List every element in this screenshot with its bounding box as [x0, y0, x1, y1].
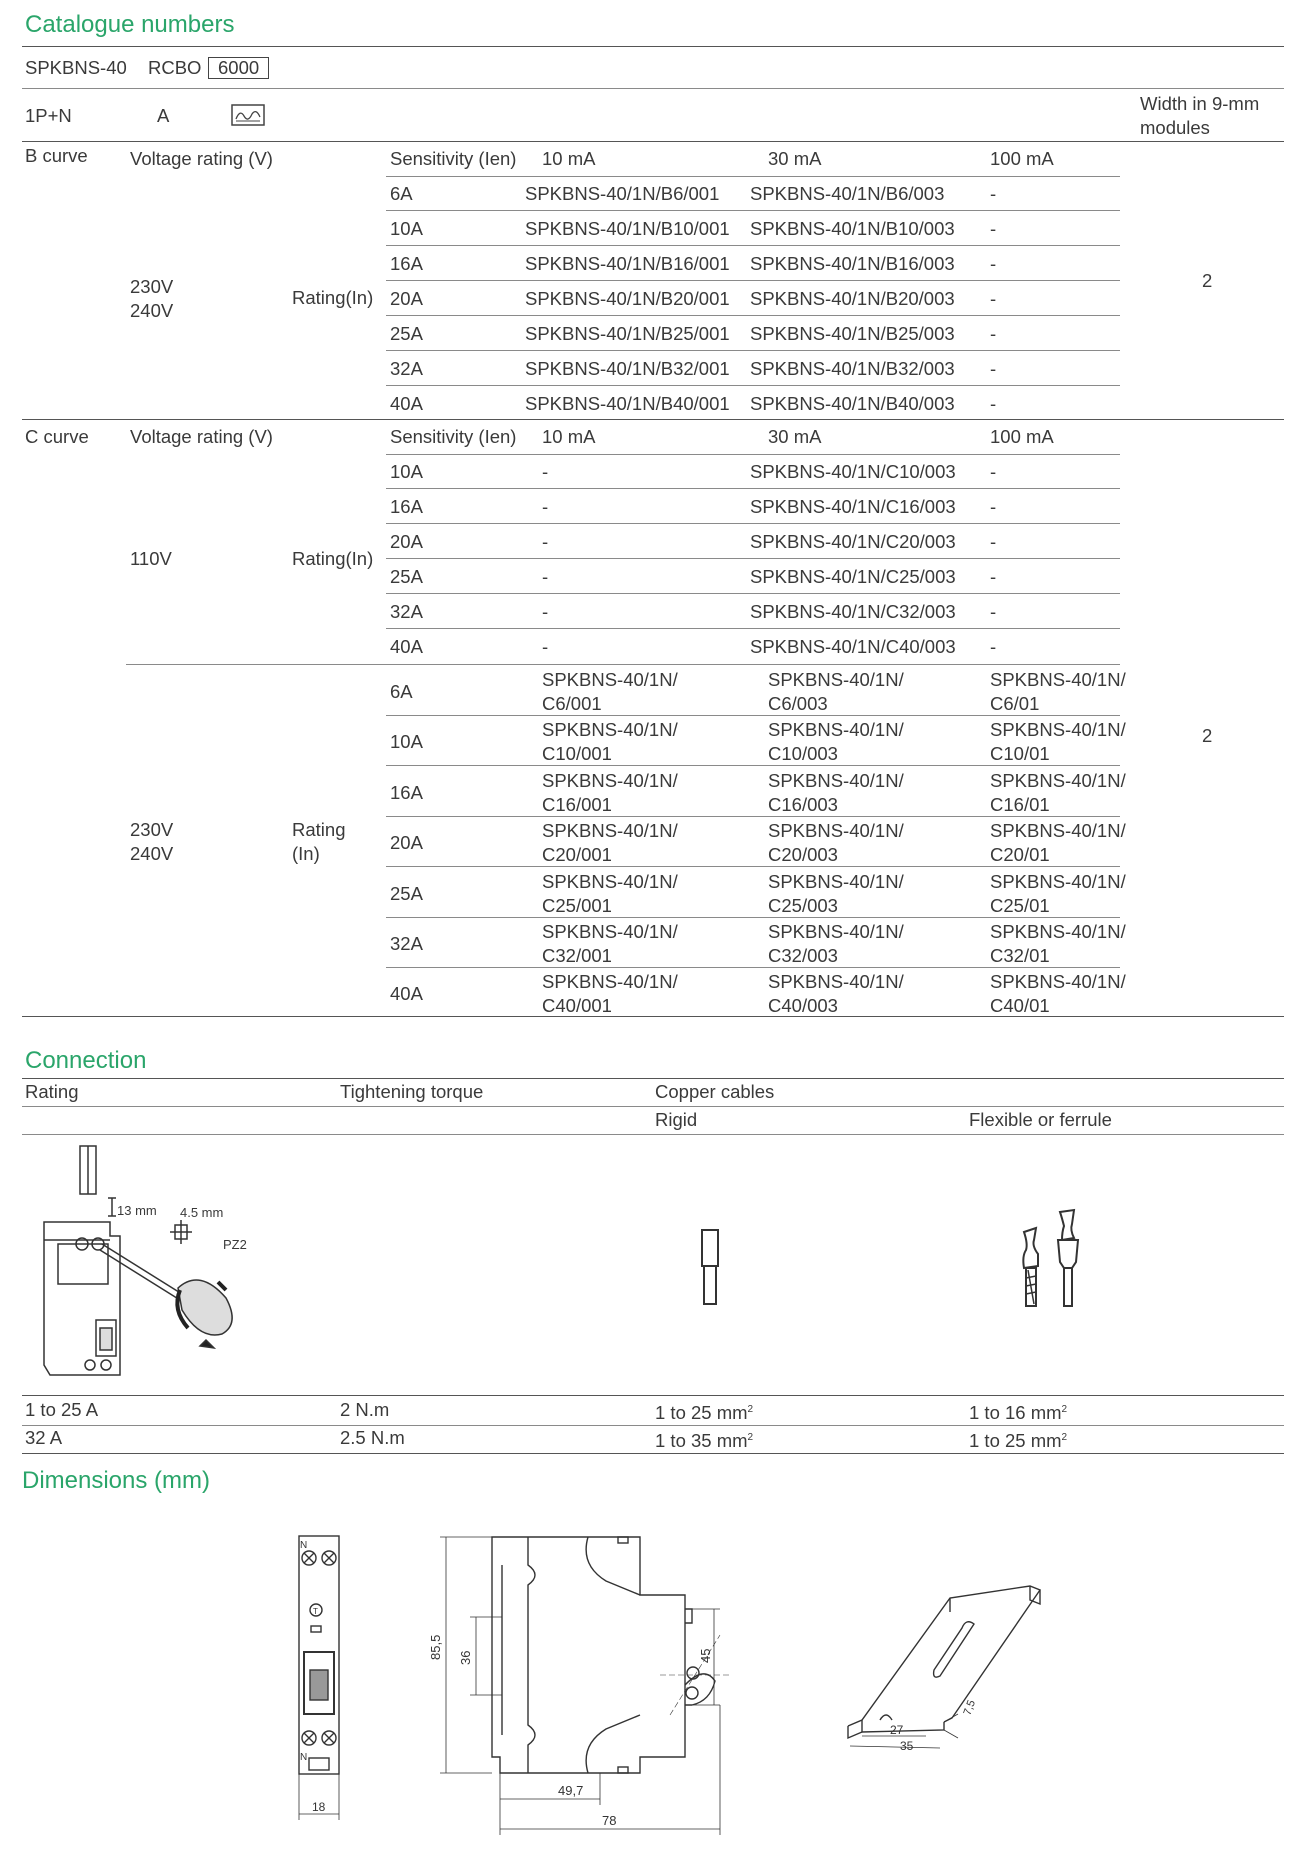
- code-line-2: C32/003: [768, 945, 838, 966]
- code-100ma-cell: -: [990, 531, 997, 552]
- code-line-2: C40/001: [542, 995, 612, 1017]
- rating-cell: 20A: [390, 288, 423, 309]
- poles: 1P+N: [25, 105, 72, 126]
- b-voltage-230: 230V: [130, 276, 174, 297]
- code-10ma-cell: -: [542, 461, 549, 482]
- code-line-2: C10/01: [990, 743, 1050, 765]
- code-line-1: SPKBNS-40/1N/: [990, 719, 1126, 741]
- conn-flexible-value: 1 to 16 mm: [969, 1402, 1062, 1424]
- code-line-2: C6/01: [990, 693, 1040, 714]
- code-30ma-cell: SPKBNS-40/1N/B20/003: [750, 288, 955, 309]
- unit-superscript: 2: [747, 1404, 754, 1415]
- rating-cell: 40A: [390, 983, 423, 1005]
- rating-cell: 20A: [390, 832, 423, 854]
- front-width-label: 18: [312, 1800, 326, 1814]
- b-rating-label: Rating(In): [292, 287, 374, 308]
- conn-header-rigid: Rigid: [655, 1109, 698, 1130]
- rigid-cable-icon: [695, 1226, 725, 1308]
- code-line-1: SPKBNS-40/1N/: [768, 921, 904, 942]
- conn-rigid-value: 1 to 35 mm: [655, 1430, 748, 1452]
- code-line-2: C16/003: [768, 793, 838, 815]
- c-rating-label-2a: Rating: [292, 819, 346, 840]
- b-sens-30: 30 mA: [768, 148, 822, 169]
- code-line-2: C32/001: [542, 945, 612, 966]
- code-line-1: SPKBNS-40/1N/: [768, 971, 904, 993]
- code-line-2: C6/001: [542, 693, 602, 714]
- front-view-drawing: [290, 1530, 360, 1830]
- divider: [22, 46, 1284, 47]
- code-line-2: C25/001: [542, 894, 612, 916]
- b-sens-100: 100 mA: [990, 148, 1054, 169]
- code-30ma-cell: SPKBNS-40/1N/B32/003: [750, 358, 955, 379]
- code-100ma-cell: -: [990, 183, 997, 204]
- code-100ma-cell: -: [990, 288, 997, 309]
- rating-cell: 32A: [390, 601, 423, 622]
- rating-cell: 40A: [390, 636, 423, 657]
- breaker-screwdriver-illustration: [30, 1140, 270, 1390]
- divider: [386, 523, 1120, 524]
- c-sensitivity-header: Sensitivity (Ien): [390, 426, 517, 447]
- code-line-2: C16/01: [990, 793, 1050, 815]
- divider: [22, 419, 1284, 420]
- conn-rigid-cell: [655, 1426, 753, 1453]
- code-10ma-cell: SPKBNS-40/1N/B20/001: [525, 288, 730, 309]
- depth-2-label: 78: [602, 1813, 617, 1828]
- divider: [22, 1106, 1284, 1107]
- rating-cell: 32A: [390, 933, 423, 954]
- divider: [386, 245, 1120, 246]
- code-30ma-cell: SPKBNS-40/1N/C10/003: [750, 461, 956, 482]
- rating-cell: 6A: [390, 681, 413, 702]
- code-10ma-cell: -: [542, 531, 549, 552]
- c-rating-label-2b: (In): [292, 843, 320, 864]
- code-line-1: SPKBNS-40/1N/: [542, 971, 678, 993]
- c-rating-label-1: Rating(In): [292, 548, 374, 569]
- code-line-1: SPKBNS-40/1N/: [768, 719, 904, 741]
- conn-flexible-cell: [969, 1426, 1067, 1453]
- code-line-2: C20/01: [990, 844, 1050, 866]
- conn-header-rating: Rating: [25, 1081, 79, 1102]
- rating-cell: 25A: [390, 566, 423, 587]
- code-line-1: SPKBNS-40/1N/: [542, 669, 678, 690]
- code-line-1: SPKBNS-40/1N/: [542, 719, 678, 741]
- code-30ma-cell: SPKBNS-40/1N/C40/003: [750, 636, 956, 657]
- terminal-n-top: N: [300, 1540, 308, 1551]
- code-30ma-cell: SPKBNS-40/1N/C20/003: [750, 531, 956, 552]
- divider: [386, 454, 1120, 455]
- rating-cell: 16A: [390, 496, 423, 517]
- rating-cell: 32A: [390, 358, 423, 379]
- divider: [386, 917, 1120, 918]
- code-line-2: C40/01: [990, 995, 1050, 1017]
- divider: [22, 1395, 1284, 1396]
- code-line-1: SPKBNS-40/1N/: [990, 971, 1126, 993]
- code-100ma-cell: -: [990, 358, 997, 379]
- rating-cell: 10A: [390, 731, 423, 753]
- code-100ma-cell: -: [990, 393, 997, 414]
- divider: [126, 664, 1120, 665]
- conn-torque-cell: 2.5 N.m: [340, 1427, 405, 1448]
- code-100ma-cell: -: [990, 253, 997, 274]
- divider: [386, 593, 1120, 594]
- code-line-1: SPKBNS-40/1N/: [990, 669, 1126, 690]
- code-line-1: SPKBNS-40/1N/: [542, 769, 678, 791]
- code-line-1: SPKBNS-40/1N/: [768, 820, 904, 842]
- code-100ma-cell: -: [990, 323, 997, 344]
- depth-1-label: 49,7: [558, 1783, 584, 1798]
- rating-cell: 10A: [390, 218, 423, 239]
- height-label: 85,5: [428, 1634, 443, 1660]
- b-voltage-240: 240V: [130, 300, 174, 321]
- test-symbol: T: [313, 1607, 318, 1616]
- conn-flexible-cell: [969, 1398, 1067, 1425]
- divider: [386, 385, 1120, 386]
- side-view-drawing: [430, 1525, 790, 1845]
- screw-size: 4.5 mm: [180, 1205, 224, 1220]
- divider: [386, 715, 1120, 716]
- c-width-value: 2: [1202, 725, 1213, 746]
- rail-inner-label: 27: [890, 1723, 904, 1737]
- code-30ma-cell: SPKBNS-40/1N/B16/003: [750, 253, 955, 274]
- code-30ma-cell: SPKBNS-40/1N/C16/003: [750, 496, 956, 517]
- divider: [386, 558, 1120, 559]
- rating-cell: 16A: [390, 781, 423, 803]
- c-curve-label: C curve: [25, 426, 89, 447]
- rating-cell: 25A: [390, 323, 423, 344]
- rail-depth-label: 7,5: [961, 1698, 979, 1718]
- code-line-1: SPKBNS-40/1N/: [768, 870, 904, 892]
- terminal-n-bottom: N: [300, 1752, 308, 1763]
- code-line-2: C32/01: [990, 945, 1050, 966]
- code-line-1: SPKBNS-40/1N/: [542, 870, 678, 892]
- code-line-1: SPKBNS-40/1N/: [990, 921, 1126, 942]
- divider: [386, 816, 1120, 817]
- connection-title: Connection: [25, 1047, 147, 1074]
- rcd-class: A: [157, 105, 170, 126]
- breaking-capacity-badge: 6000: [208, 57, 269, 79]
- code-100ma-cell: -: [990, 636, 997, 657]
- rating-cell: 16A: [390, 253, 423, 274]
- din-rail-drawing: [840, 1570, 1040, 1770]
- divider: [386, 210, 1120, 211]
- code-line-2: C25/01: [990, 894, 1050, 916]
- catalogue-title: Catalogue numbers: [25, 11, 235, 38]
- divider: [22, 1453, 1284, 1454]
- code-100ma-cell: -: [990, 601, 997, 622]
- code-10ma-cell: SPKBNS-40/1N/B40/001: [525, 393, 730, 414]
- conn-flexible-value: 1 to 25 mm: [969, 1430, 1062, 1452]
- code-10ma-cell: -: [542, 566, 549, 587]
- code-line-2: C10/003: [768, 743, 838, 765]
- code-line-2: C10/001: [542, 743, 612, 765]
- rating-cell: 25A: [390, 882, 423, 904]
- divider: [22, 1078, 1284, 1079]
- unit-superscript: 2: [1061, 1404, 1068, 1415]
- code-10ma-cell: SPKBNS-40/1N/B16/001: [525, 253, 730, 274]
- unit-superscript: 2: [1061, 1432, 1068, 1443]
- screwdriver-type: PZ2: [223, 1237, 247, 1252]
- c-sens-30: 30 mA: [768, 426, 822, 447]
- code-10ma-cell: -: [542, 636, 549, 657]
- c-voltage-header: Voltage rating (V): [130, 426, 273, 447]
- divider: [22, 1425, 1284, 1426]
- code-line-1: SPKBNS-40/1N/: [990, 870, 1126, 892]
- ac-waveform-icon: [231, 104, 265, 126]
- code-line-1: SPKBNS-40/1N/: [990, 769, 1126, 791]
- rail-height-label: 45: [698, 1648, 713, 1663]
- divider: [22, 1134, 1284, 1135]
- c-sens-100: 100 mA: [990, 426, 1054, 447]
- c-voltage-110: 110V: [130, 548, 172, 569]
- width-header-1: Width in 9-mm: [1140, 93, 1260, 114]
- unit-superscript: 2: [747, 1432, 754, 1443]
- divider: [22, 88, 1284, 89]
- b-curve-label: B curve: [25, 145, 88, 166]
- rating-cell: 40A: [390, 393, 423, 414]
- divider: [386, 280, 1120, 281]
- c-voltage-240: 240V: [130, 843, 174, 864]
- conn-header-flexible: Flexible or ferrule: [969, 1109, 1112, 1130]
- b-width-value: 2: [1202, 270, 1213, 291]
- divider: [386, 350, 1120, 351]
- code-line-1: SPKBNS-40/1N/: [542, 820, 678, 842]
- code-30ma-cell: SPKBNS-40/1N/B25/003: [750, 323, 955, 344]
- code-line-1: SPKBNS-40/1N/: [768, 669, 904, 690]
- conn-torque-cell: 2 N.m: [340, 1399, 390, 1420]
- code-line-2: C40/003: [768, 995, 838, 1017]
- width-header-2: modules: [1140, 117, 1210, 138]
- divider: [386, 765, 1120, 766]
- dimensions-title: Dimensions (mm): [22, 1467, 211, 1494]
- code-30ma-cell: SPKBNS-40/1N/C32/003: [750, 601, 956, 622]
- code-30ma-cell: SPKBNS-40/1N/B6/003: [750, 183, 945, 204]
- flexible-cable-icon: [1010, 1206, 1090, 1310]
- code-line-2: C20/001: [542, 844, 612, 866]
- code-line-2: C20/003: [768, 844, 838, 866]
- code-10ma-cell: SPKBNS-40/1N/B10/001: [525, 218, 730, 239]
- rating-cell: 6A: [390, 183, 413, 204]
- divider: [386, 176, 1120, 177]
- divider: [386, 488, 1120, 489]
- c-voltage-230: 230V: [130, 819, 174, 840]
- strip-length: 13 mm: [117, 1203, 157, 1218]
- code-30ma-cell: SPKBNS-40/1N/C25/003: [750, 566, 956, 587]
- product-code: SPKBNS-40: [25, 57, 127, 78]
- code-line-2: C25/003: [768, 894, 838, 916]
- divider: [386, 315, 1120, 316]
- conn-rating-cell: 1 to 25 A: [25, 1399, 99, 1420]
- code-line-1: SPKBNS-40/1N/: [768, 769, 904, 791]
- rating-cell: 20A: [390, 531, 423, 552]
- divider: [22, 1016, 1284, 1017]
- code-30ma-cell: SPKBNS-40/1N/B10/003: [750, 218, 955, 239]
- code-10ma-cell: -: [542, 601, 549, 622]
- code-10ma-cell: SPKBNS-40/1N/B6/001: [525, 183, 720, 204]
- code-line-2: C16/001: [542, 793, 612, 815]
- inner-height-label: 36: [458, 1650, 473, 1665]
- code-line-1: SPKBNS-40/1N/: [990, 820, 1126, 842]
- code-10ma-cell: -: [542, 496, 549, 517]
- b-sens-10: 10 mA: [542, 148, 596, 169]
- conn-rigid-value: 1 to 25 mm: [655, 1402, 748, 1424]
- divider: [22, 141, 1284, 142]
- conn-header-copper: Copper cables: [655, 1081, 775, 1102]
- divider: [386, 866, 1120, 867]
- b-sensitivity-header: Sensitivity (Ien): [390, 148, 517, 169]
- divider: [386, 967, 1120, 968]
- code-100ma-cell: -: [990, 461, 997, 482]
- code-line-1: SPKBNS-40/1N/: [542, 921, 678, 942]
- conn-rating-cell: 32 A: [25, 1427, 63, 1448]
- code-10ma-cell: SPKBNS-40/1N/B25/001: [525, 323, 730, 344]
- conn-rigid-cell: [655, 1398, 753, 1425]
- code-30ma-cell: SPKBNS-40/1N/B40/003: [750, 393, 955, 414]
- rating-cell: 10A: [390, 461, 423, 482]
- conn-header-torque: Tightening torque: [340, 1081, 484, 1102]
- c-sens-10: 10 mA: [542, 426, 596, 447]
- b-voltage-header: Voltage rating (V): [130, 148, 273, 169]
- divider: [386, 628, 1120, 629]
- code-10ma-cell: SPKBNS-40/1N/B32/001: [525, 358, 730, 379]
- code-100ma-cell: -: [990, 496, 997, 517]
- code-100ma-cell: -: [990, 566, 997, 587]
- code-line-2: C6/003: [768, 693, 828, 714]
- rail-outer-label: 35: [900, 1739, 914, 1753]
- product-type: RCBO: [148, 57, 202, 78]
- code-100ma-cell: -: [990, 218, 997, 239]
